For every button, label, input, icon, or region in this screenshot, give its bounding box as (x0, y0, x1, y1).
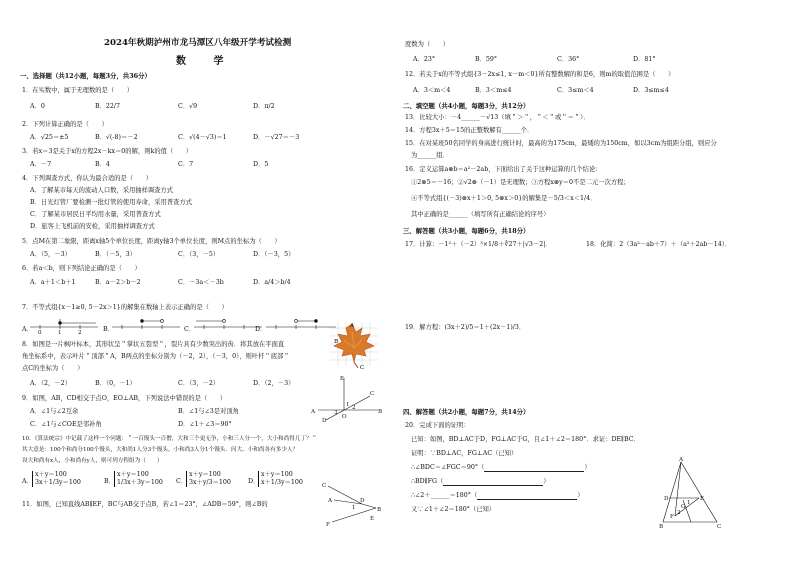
tri-label-c: C (717, 524, 722, 530)
tick-label-2: 2 (78, 330, 82, 336)
tri-label-f: F (670, 514, 674, 520)
q10-stem-3: 设大和尚有x人，小和尚有y人，则可列方程组为（ ） (22, 458, 163, 464)
q19: 19．解方程：(3x＋2)/5＝1＋(2x－1)/3． (405, 324, 526, 331)
q3-stem: 3．若x＝3是关于x的方程2x－kx＝0的解，则k的值（ ） (22, 148, 193, 155)
q6-option-b: B．a－2＞b－2 (95, 279, 141, 286)
q10-b-eq2: 1/3x＋3y＝100 (117, 478, 163, 486)
q6-option-c: C．－3a＜－3b (178, 279, 224, 286)
q10-a-eq2: 3x＋1/3y＝100 (35, 478, 81, 486)
q7-number-lines (30, 315, 370, 335)
q4-option-d: D．旅客上飞机前的安检，采用抽样调查方式 (30, 223, 155, 230)
section-solve: 四、解答题（共2小题，每题7分，共14分） (403, 408, 530, 416)
parallel-label-1: 1 (352, 505, 356, 511)
q16-line-2: ①2⊗5＝－16；②√2⊗（－1）是无理数；③方程x⊗y＝0不是二元一次方程； (411, 179, 630, 186)
right-column (397, 0, 794, 562)
q16-line-4: 其中正确的是______（填写所有正确结论的序号） (411, 211, 550, 218)
q10-option-a-label: A． (22, 478, 33, 485)
q10-stem: 10．《算法统宗》中记载了这样一个问题：＂一百馒头一百僧，大和三个更无争，小和三人分一个，大小和尚得几丁？＂ (22, 436, 318, 442)
q20-proof-3: ∴BD∥FG（ ） (411, 478, 550, 485)
q9-option-c: C．∠1与∠COE是邻补角 (30, 421, 102, 428)
q3-option-b: B．4 (95, 161, 110, 168)
q7-option-d: D． (255, 326, 267, 333)
intersecting-lines-figure (310, 374, 382, 422)
q7-option-c: C． (184, 326, 196, 333)
q12-option-a: A．3＜m＜4 (413, 87, 451, 94)
q16-line-3: ④不等式组{(－3)⊗x＋1＞0, 5⊗x＞0}的解集是－5/3＜x＜1/4． (411, 195, 597, 202)
section-calc: 三、解答题（共3小题，每题6分，共18分） (403, 227, 530, 235)
tick-label-1: 1 (58, 330, 62, 336)
q10-option-b-label: B． (104, 478, 115, 485)
q20-given: 已知：如图，BD⊥AC于D，FG⊥AC于G，且∠1＋∠2＝180°．求证：DE∥BC． (411, 436, 640, 443)
q4-option-b: B．日光灯管厂要检测一批灯管的使用寿命，采用普查方式 (30, 199, 193, 206)
q8-option-b: B．（0，－1） (95, 380, 136, 387)
q4-option-a: A．了解某市每天的流动人口数，采用抽样调查方式 (30, 187, 174, 194)
angle-label-c: C (370, 391, 375, 397)
q4-stem: 4．下列调查方式，你认为最合适的是（ ） (22, 175, 152, 182)
q1-option-b: B．22/7 (95, 103, 121, 110)
q14: 14．方程3x＋5＝15的正整数解有______个． (405, 127, 534, 134)
tri-label-b: B (659, 524, 664, 530)
q8-stem-3: 点C的坐标为（ ） (22, 365, 84, 372)
q11-option-a: A．23° (413, 56, 436, 63)
q5-option-b: B．（－5，3） (95, 251, 136, 258)
q20-proof-2: ∴∠BDC＝∠FGC＝90°（ ） (411, 464, 591, 471)
q10-option-c-label: C． (176, 478, 188, 485)
q17: 17．计算：－1²＋（－2）³×1/8＋∛27＋|√3－2|． (405, 241, 552, 248)
q8-option-c: C．（3，－2） (178, 380, 220, 387)
q20-title: 20．完成下面的证明： (405, 422, 470, 429)
q15-line-2: 为______组． (411, 152, 449, 159)
q5-option-d: D．（－3，5） (253, 251, 295, 258)
leaf-label-b: B (334, 339, 339, 345)
triangle-figure (659, 458, 725, 530)
number-line-b (112, 319, 180, 329)
q12-option-b: B．3＜m≤4 (475, 87, 512, 94)
parallel-label-e: E (370, 516, 375, 522)
q9-option-a: A．∠1与∠2互余 (30, 408, 79, 415)
q10-option-a (32, 471, 81, 487)
angle-label-b: B (378, 409, 383, 415)
tri-label-1: 1 (687, 500, 691, 506)
parallel-label-d: D (360, 498, 365, 504)
leaf-label-a: A (350, 323, 355, 329)
maple-leaf-figure (330, 322, 382, 370)
subject-title: 数 学 (176, 56, 236, 67)
q11-option-b: B．59° (475, 56, 498, 63)
tri-label-a: A (679, 457, 684, 463)
q8-option-d: D．（2，－3） (253, 380, 295, 387)
q8-option-a: A．（2，－2） (30, 380, 71, 387)
q11-option-c: C．36° (557, 56, 580, 63)
tri-label-2: 2 (677, 510, 681, 516)
q8-stem: 8．如图是一片枫叶标本，其形状呈＂掌状五裂型＂，裂片具有少数突出的齿．将其放在平面直 (22, 341, 285, 348)
q11-option-d: D．81° (633, 56, 656, 63)
angle-label-e: E (340, 376, 345, 382)
q2-option-d: D．－√27＝－3 (253, 134, 300, 141)
q11-continuation: 度数为（ ） (405, 41, 450, 48)
q10-d-eq2: x＋1/3y＝100 (261, 478, 303, 486)
q12-option-d: D．3≤m≤4 (633, 87, 669, 94)
q6-option-a: A．a＋1＜b＋1 (30, 279, 76, 286)
angle-label-d: D (322, 418, 327, 424)
q12-option-c: C．3≤m＜4 (557, 87, 594, 94)
q2-stem: 2．下列计算正确的是（ ） (22, 121, 108, 128)
q10-b-eq1: x＋y＝100 (117, 471, 149, 478)
angle-label-2: 2 (352, 405, 356, 411)
q18: 18．化简：2（3a²－ab＋7）＋（a²＋2ab－14）． (586, 241, 732, 248)
q10-c-eq2: 3x＋y/3＝100 (189, 478, 231, 486)
q20-blank-1[interactable] (484, 465, 584, 472)
q20-blank-2[interactable] (443, 479, 543, 486)
q10-c-eq1: x＋y＝100 (189, 471, 221, 478)
tri-label-g: G (681, 504, 686, 510)
parallel-lines-figure (322, 478, 382, 528)
q9-stem: 9．如图，AB，CD相交于点O，EO⊥AB，下列说法中错误的是（ ） (22, 395, 227, 402)
angle-label-a: A (311, 409, 316, 415)
q7-option-b: B． (103, 326, 114, 333)
maple-leaf-icon (334, 324, 374, 362)
q20-proof-5: 又∵∠1＋∠2＝180°（已知） (411, 506, 496, 513)
q10-option-d-label: D． (248, 478, 260, 485)
tri-label-e: E (700, 496, 705, 502)
q10-d-eq1: x＋y＝100 (261, 471, 293, 478)
section-fill: 二、填空题（共4小题，每题3分，共12分） (403, 102, 530, 110)
q2-option-b: B．√(-8)＝－2 (95, 134, 138, 141)
number-line-d (266, 319, 336, 329)
parallel-label-b: B (377, 507, 382, 513)
q12-stem: 12．若关于x的不等式组{3－2x≤1, x－m＜0}所有整数解的和是6，则m的取值范围是（ ） (405, 71, 675, 78)
parallel-label-c: C (322, 483, 327, 489)
angle-label-1: 1 (346, 402, 350, 408)
q10-stem-2: 其大意是：100个和尚分100个馒头，大和尚1人分3个馒头，小和尚3人分1个馒头．问大、小和尚各有多少人？ (22, 447, 299, 453)
q4-option-c: C．了解某市居民日平均用水量，采用普查方式 (30, 211, 161, 218)
q10-option-c (186, 471, 231, 487)
q5-stem: 5．点M在第二象限，距离x轴5个单位长度，距离y轴3个单位长度，则M点的坐标为（ ） (22, 238, 281, 245)
q20-proof-3-text: ∴BD∥FG（ (411, 478, 444, 485)
q10-option-b (114, 471, 163, 487)
q8-stem-2: 角坐标系中，表示叶片＂顶部＂A，B两点的坐标分别为（－2，2），（－3，0），则叶杆＂底部＂ (22, 353, 290, 360)
section-choice: 一、选择题（共12小题，每题3分，共36分） (20, 72, 151, 80)
number-line-c (194, 319, 262, 329)
q3-option-d: D．5 (253, 161, 269, 168)
q6-stem: 6．若a＜b，则下列结论正确的是（ ） (22, 265, 141, 272)
q20-proof-4-text: ∴∠2＋______＝180°（ (411, 492, 478, 499)
q9-option-d: D．∠1＋∠3＝90° (178, 421, 232, 428)
q10-a-eq1: x＋y＝100 (35, 471, 67, 478)
q3-option-c: C．7 (178, 161, 194, 168)
q1-option-d: D．π/2 (253, 103, 275, 110)
q20-proof-1: 证明：∵BD⊥AC，FG⊥AC（已知） (411, 450, 518, 457)
q15-line-1: 15．在对某班50名同学的身高进行统计时，最高的为175cm，最矮的为150cm，如以3cm为组距分组，则应分 (405, 140, 717, 147)
q9-option-b: B．∠1与∠3是对顶角 (178, 408, 239, 415)
leaf-label-c: C (360, 365, 365, 371)
angle-label-3: 3 (334, 410, 338, 416)
q5-option-c: C．（3，－5） (178, 251, 220, 258)
q1-stem: 1．在实数中，属于无理数的是（ ） (22, 87, 134, 94)
number-line-a (30, 319, 98, 329)
parallel-label-a: A (328, 498, 333, 504)
q1-option-a: A．0 (30, 103, 45, 110)
q1-option-c: C．√9 (178, 103, 198, 110)
q7-option-a: A． (22, 326, 33, 333)
q5-option-a: A．（5，－3） (30, 251, 71, 258)
exam-title: 2024年秋期泸州市龙马潭区八年级开学考试检测 (104, 38, 292, 48)
q20-blank-3[interactable] (477, 493, 577, 500)
q6-option-d: D．a/4＞b/4 (253, 279, 291, 286)
q20-proof-4: ∴∠2＋______＝180°（ ） (411, 492, 584, 499)
q16-line-1: 16．定义运算a⊗b＝a²－2ab，下面给出了关于这种运算的几个结论： (405, 166, 602, 173)
angle-label-o: O (342, 414, 347, 420)
q20-proof-2-text: ∴∠BDC＝∠FGC＝90°（ (411, 464, 485, 471)
q3-option-a: A．－7 (30, 161, 52, 168)
q10-option-d (258, 471, 303, 487)
q2-option-a: A．√25＝±5 (30, 134, 69, 141)
q7-stem: 7．不等式组{x－1≥0, 5－2x＞1}的解集在数轴上表示正确的是（ ） (22, 304, 228, 311)
q11-stem: 11．如图，已知直线AB∥EF，BC与AB交于点B，若∠1＝23°，∠ADB＝59°，则∠B的 (22, 501, 268, 508)
parallel-label-f: F (326, 522, 330, 528)
q13: 13．比较大小：－4______－√13（填＂＞＂，＂＜＂或＂＝＂）． (405, 114, 590, 121)
tri-label-d: D (664, 496, 669, 502)
tick-label-0: 0 (38, 330, 42, 336)
q2-option-c: C．√(4－√3)＝1 (178, 134, 227, 141)
